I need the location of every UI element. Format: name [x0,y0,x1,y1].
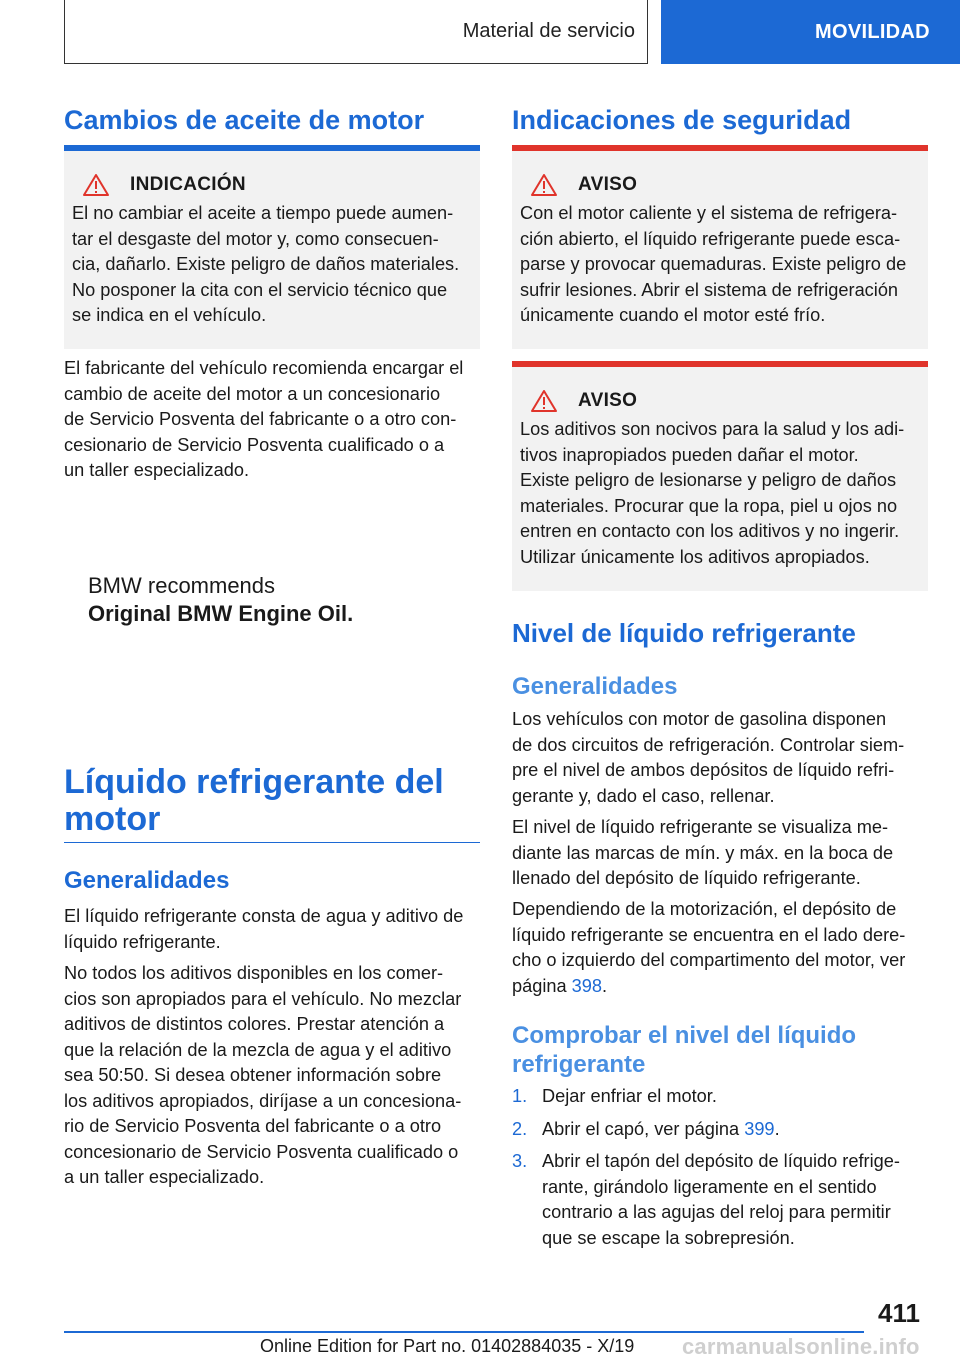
oil-para-line: un taller especializado. [64,460,250,480]
warning-line: Con el motor caliente y el sistema de refrigera- [520,203,898,223]
note-header [72,173,470,197]
footer-rule [64,1331,864,1333]
warning-box-2 [512,361,928,591]
general-para-line: No todos los aditivos disponibles en los comer- [64,963,444,983]
general-title-right: Generalidades [512,673,678,700]
header-tab-label: MOVILIDAD [815,20,930,43]
level-para-line: pre el nivel de ambos depósitos de líquido refri- [512,760,895,780]
step-text-line: que se escape la sobrepresión. [542,1227,795,1248]
header-tab[interactable] [661,0,960,64]
note-line: se indica en el vehículo. [72,305,267,325]
level-para-line: gerante y, dado el caso, rellenar. [512,785,775,806]
list-item [512,1149,932,1251]
page-link-398[interactable]: 398 [571,975,603,996]
oil-change-title: Cambios de aceite de motor [64,105,425,135]
warning-label: AVISO [578,390,638,411]
warning-line: sufrir lesiones. Abrir el sistema de refrigeración [520,279,899,300]
oil-para-line: cesionario de Servicio Posventa cualificado o a [64,434,445,455]
warning-line: parse y provocar quemaduras. Existe peligro de [520,254,907,274]
warning-line: Los aditivos son nocivos para la salud y los adi- [520,419,905,439]
oil-para-line: cambio de aceite del motor a un concesionario [64,383,441,404]
coolant-level-title: Nivel de líquido refrigerante [512,618,856,648]
footer-edition: Online Edition for Part no. 01402884035 - X/19 [260,1336,635,1356]
warning-line: únicamente cuando el motor esté frío. [520,305,826,325]
list-item [512,1117,932,1143]
page-number: 411 [878,1298,920,1328]
warning-label: AVISO [578,174,638,195]
step-text-prefix: Abrir el capó, ver página [542,1118,745,1139]
note-line: No posponer la cita con el servicio técnico que [72,279,448,300]
level-para-line: cho o izquierdo del compartimento del motor, ver [512,950,906,970]
level-para-line: Dependiendo de la motorización, el depósito de [512,899,897,919]
page-ref-prefix: página [512,975,572,996]
general-para-line: rio de Servicio Posventa del fabricante o a otro [64,1116,442,1136]
coolant-title [64,762,480,839]
step-number: 3. [512,1151,528,1171]
general-para-line: concesionario de Servicio Posventa cualificado o [64,1141,459,1162]
note-line: cia, dañarlo. Existe peligro de daños materiales. [72,254,460,274]
step-text-suffix: . [774,1118,780,1139]
step-text-line: rante, girándolo ligeramente en el sentido [542,1176,877,1197]
warning-line: tivos inapropiados pueden dañar el motor. [520,444,859,465]
general-para-2 [64,961,484,1191]
step-text-line: contrario a las agujas del reloj para permitir [542,1202,891,1222]
level-para-line: de dos circuitos de refrigeración. Controlar siem- [512,734,905,755]
level-para-1 [512,707,932,809]
coolant-title-rule [64,842,480,843]
check-level-title [512,1021,928,1079]
warning-line: Existe peligro de lesionarse y peligro de daños [520,470,897,490]
step-text [542,1149,900,1251]
note-label: INDICACIÓN [130,174,246,195]
general-para-line: los aditivos apropiados, diríjase a un concesiona- [64,1090,462,1111]
warning-line: ción abierto, el líquido refrigerante puede esca- [520,228,901,249]
note-box [64,145,480,349]
bmw-oil-ad [88,572,353,628]
level-para-line: El nivel de líquido refrigerante se visualiza me- [512,817,889,837]
ad-line1: BMW recommends [88,573,276,598]
general-title: Generalidades [64,867,230,894]
steps-list [512,1084,932,1258]
watermark: carmanualsonline.info [682,1334,920,1359]
level-para-line: líquido refrigerante se encuentra en el lado dere- [512,924,906,945]
general-para-line: cios son apropiados para el vehículo. No mezclar [64,988,462,1009]
page-ref-suffix: . [602,975,608,996]
level-para-line [512,974,932,1000]
warning-triangle-icon [530,173,558,197]
general-para-line: a un taller especializado. [64,1167,265,1187]
general-para-line: que la relación de la mezcla de agua y el aditivo [64,1039,452,1060]
coolant-title-line1: Líquido refrigerante del [64,763,444,801]
warning-header [520,173,918,197]
level-para-line: llenado del depósito de líquido refrigerante. [512,868,861,888]
general-para-1 [64,904,484,955]
check-title-line2: refrigerante [512,1051,646,1078]
warning-triangle-icon [530,389,558,413]
warning-line: Utilizar únicamente los aditivos apropiados. [520,546,870,567]
warning-triangle-icon [82,173,110,197]
step-text [542,1117,780,1143]
step-text: Dejar enfriar el motor. [542,1086,717,1106]
oil-para-line: de Servicio Posventa del fabricante o a otro con- [64,409,457,429]
general-para-line: líquido refrigerante. [64,931,221,952]
safety-title: Indicaciones de seguridad [512,105,852,135]
coolant-title-line2: motor [64,800,161,838]
general-para-line: aditivos de distintos colores. Prestar atención a [64,1014,445,1034]
warning-line: materiales. Procurar que la ropa, piel u ojos no [520,495,898,516]
warning-header [520,389,918,413]
warning-box-1 [512,145,928,349]
step-number: 2. [512,1118,528,1139]
general-para-line: sea 50:50. Si desea obtener información sobre [64,1065,442,1085]
page-link-399[interactable]: 399 [744,1118,775,1139]
level-para-3 [512,897,932,999]
ad-line2: Original BMW Engine Oil. [88,601,354,626]
warning-line: entren en contacto con los aditivos y no ingerir. [520,521,900,541]
note-line: tar el desgaste del motor y, como consecuen- [72,228,439,249]
level-para-line: diante las marcas de mín. y máx. en la boca de [512,842,894,863]
note-line: El no cambiar el aceite a tiempo puede aumen- [72,203,454,223]
check-title-line1: Comprobar el nivel del líquido [512,1022,857,1049]
step-number: 1. [512,1086,528,1106]
general-para-line: El líquido refrigerante consta de agua y aditivo de [64,906,464,926]
list-item [512,1084,932,1110]
level-para-2 [512,815,932,892]
header-section-title: Material de servicio [462,20,635,42]
oil-para-line: El fabricante del vehículo recomienda encargar el [64,358,464,378]
level-para-line: Los vehículos con motor de gasolina disponen [512,709,887,729]
oil-paragraph [64,356,484,484]
step-text-line: Abrir el tapón del depósito de líquido refrige- [542,1151,900,1171]
header-section-box [64,0,648,64]
